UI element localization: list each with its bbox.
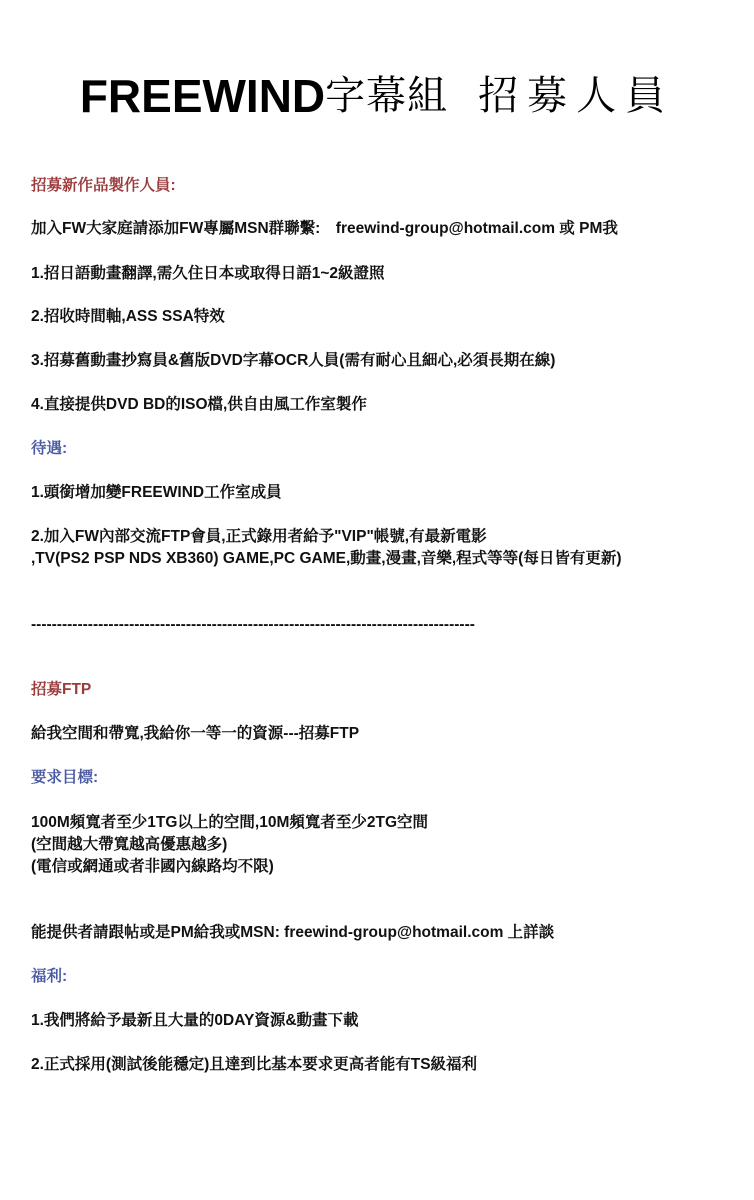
page-title	[0, 66, 754, 126]
list-item: 1.頭銜增加變FREEWIND工作室成員	[31, 484, 282, 501]
section-heading-ftp: 招募FTP	[31, 681, 92, 698]
requirement-line: (空間越大帶寬越高優惠越多)	[31, 836, 228, 853]
ftp-contact-line: 能提供者請跟帖或是PM給我或MSN: freewind-group@hotmail.com 上詳談	[31, 924, 555, 941]
requirement-line: (電信或網通或者非國內線路均不限)	[31, 858, 274, 875]
list-item-continuation: ,TV(PS2 PSP NDS XB360) GAME,PC GAME,動畫,漫畫,音樂,程式等等(每日皆有更新)	[31, 550, 622, 567]
title-group: 字幕組	[325, 73, 449, 119]
list-item: 2.招收時間軸,ASS SSA特效	[31, 308, 225, 325]
list-item: 4.直接提供DVD BD的ISO檔,供自由風工作室製作	[31, 396, 367, 413]
title-brand: FREEWIND	[79, 70, 326, 122]
welfare-heading: 福利:	[31, 968, 68, 985]
section-heading-new-works: 招募新作品製作人員:	[31, 177, 176, 194]
requirements-heading: 要求目標:	[31, 769, 99, 786]
list-item: 3.招募舊動畫抄寫員&舊版DVD字幕OCR人員(需有耐心且細心,必須長期在線)	[31, 352, 556, 369]
list-item: 2.加入FW內部交流FTP會員,正式錄用者給予"VIP"帳號,有最新電影	[31, 528, 487, 545]
msn-contact-line: 加入FW大家庭請添加FW專屬MSN群聯繫: freewind-group@hotmail.com 或 PM我	[31, 220, 618, 237]
title-recruit: 招募人員	[478, 73, 675, 119]
divider: --------------------------------------------------------------------------------------	[31, 616, 475, 633]
list-item: 1.我們將給予最新且大量的0DAY資源&動畫下載	[31, 1012, 359, 1029]
list-item: 2.正式採用(測試後能穩定)且達到比基本要求更高者能有TS級福利	[31, 1056, 478, 1073]
benefits-heading: 待遇:	[31, 440, 68, 457]
requirement-line: 100M頻寬者至少1TG以上的空間,10M頻寬者至少2TG空間	[31, 814, 429, 831]
ftp-intro: 給我空間和帶寬,我給你一等一的資源---招募FTP	[31, 725, 360, 742]
list-item: 1.招日語動畫翻譯,需久住日本或取得日語1~2級證照	[31, 265, 385, 282]
